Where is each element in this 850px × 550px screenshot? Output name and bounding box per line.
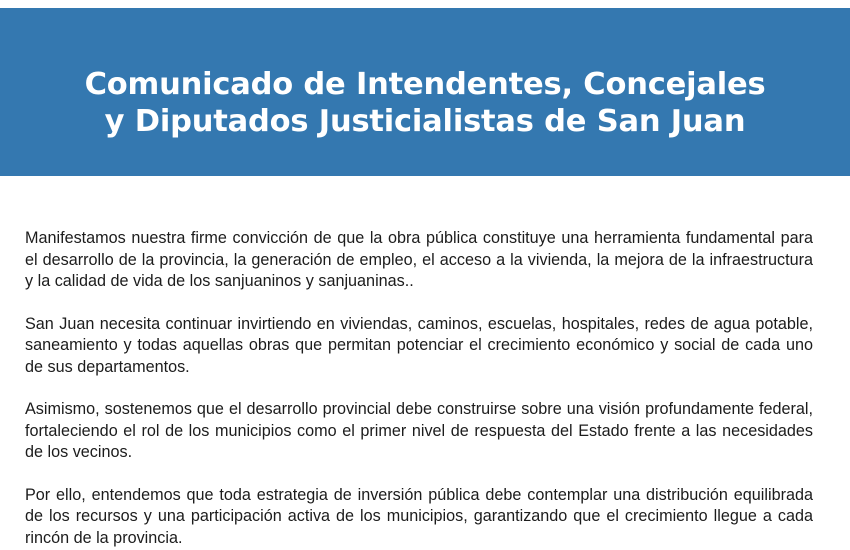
title-line-1: Comunicado de Intendentes, Concejales — [84, 67, 766, 102]
paragraph-1: Manifestamos nuestra firme convicción de que la obra pública constituye una herramienta fundamental para el desarrollo de la provincia, la generación de empleo, el acceso a la vivienda, la mejora de la infraestructura y la calidad de vida de los sanjuaninos y sanjuaninas.. — [25, 229, 813, 290]
header-banner — [0, 8, 850, 176]
page-title — [0, 66, 850, 140]
statement-body — [25, 228, 813, 550]
paragraph-2: San Juan necesita continuar invirtiendo en viviendas, caminos, escuelas, hospitales, redes de agua potable, saneamiento y todas aquellas obras que permitan potenciar el crecimiento económico y social de cada uno de sus departamentos. — [25, 314, 813, 376]
paragraph-3: Asimismo, sostenemos que el desarrollo provincial debe construirse sobre una visión profundamente federal, fortaleciendo el rol de los municipios como el primer nivel de respuesta del Estado frente a las necesidades de los vecinos. — [25, 400, 813, 461]
top-strip — [0, 0, 850, 8]
title-line-2: y Diputados Justicialistas de San Juan — [104, 104, 746, 139]
paragraph-4: Por ello, entendemos que toda estrategia de inversión pública debe contemplar una distribución equilibrada de los recursos y una participación activa de los municipios, garantizando que el crecimiento llegue a cada rincón de la provincia. — [25, 485, 813, 547]
